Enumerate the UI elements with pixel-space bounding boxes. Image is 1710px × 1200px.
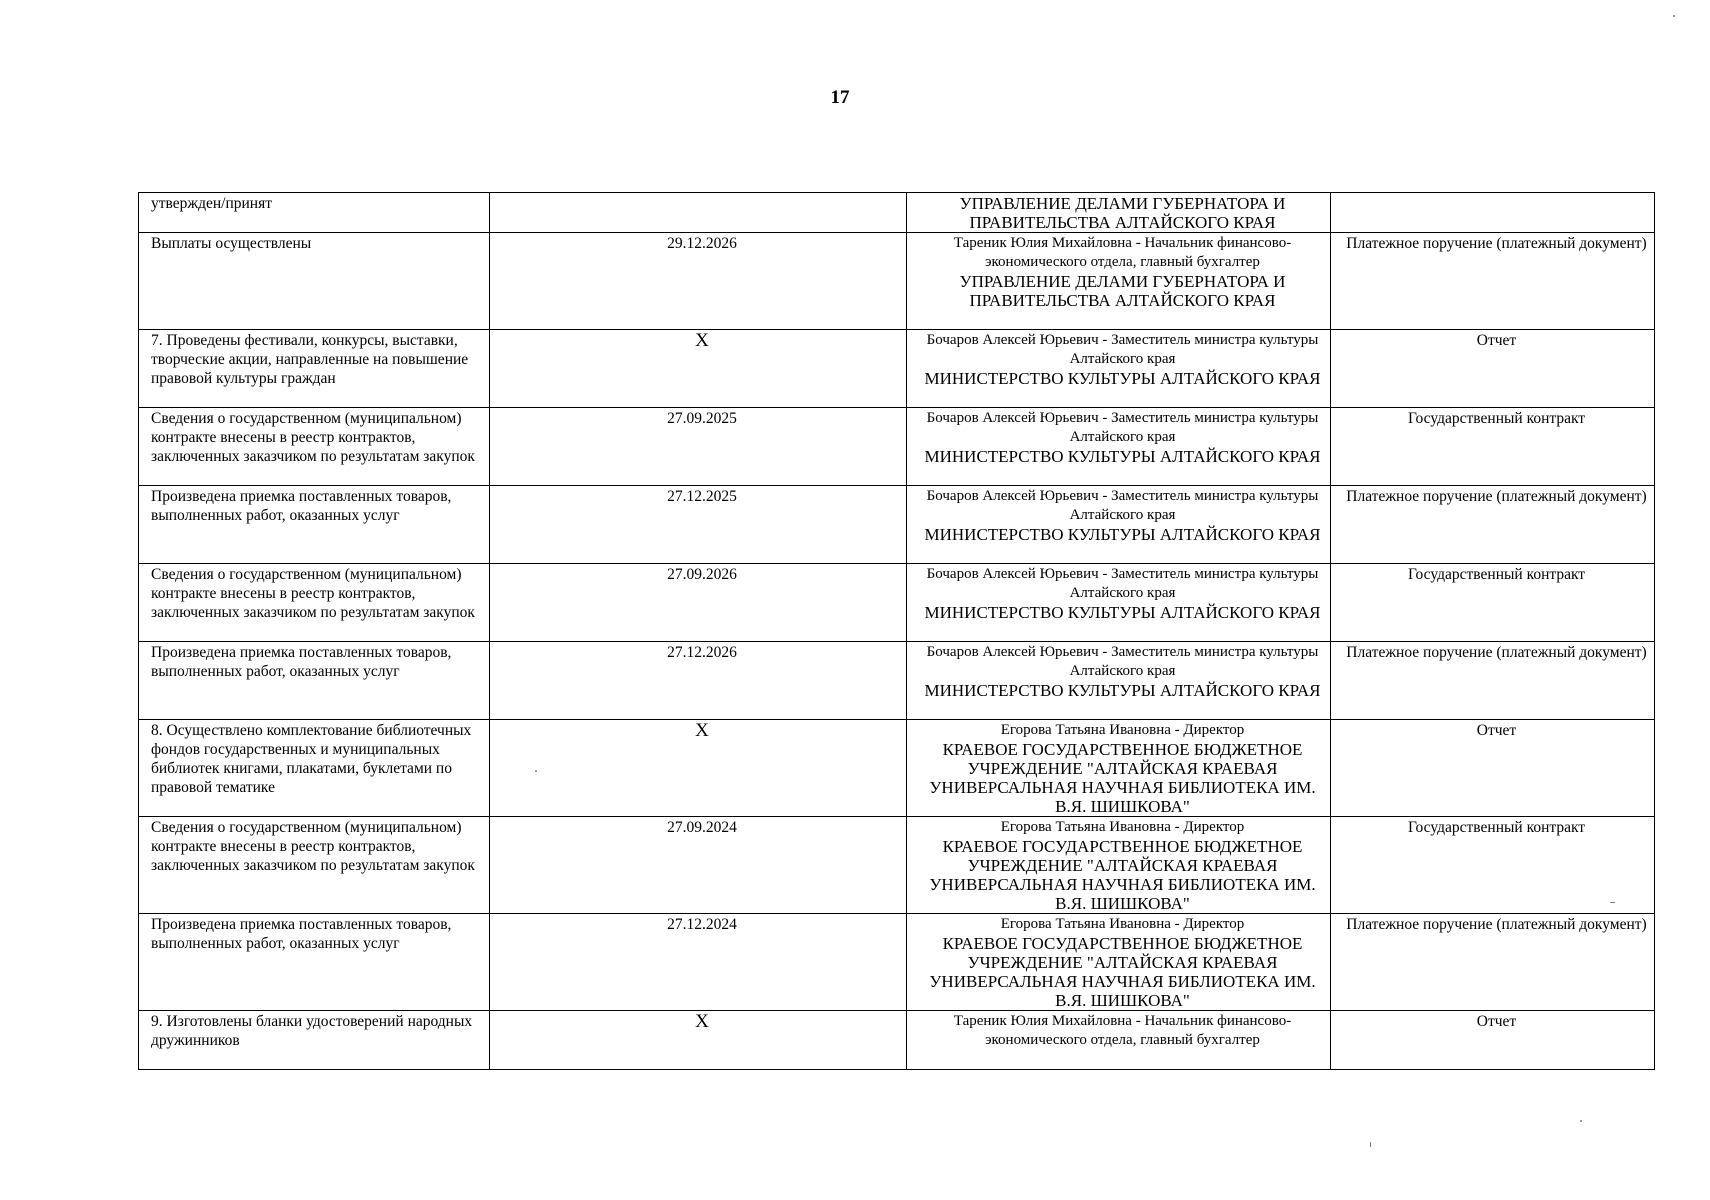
document-cell: Платежное поручение (платежный документ): [1331, 233, 1655, 330]
date-cell: 27.09.2024: [490, 817, 907, 914]
table-row: [139, 486, 1655, 564]
document-cell: Отчет: [1331, 330, 1655, 408]
date-cell: 27.09.2026: [490, 564, 907, 642]
responsible-person: Бочаров Алексей Юрьевич - Заместитель министра культуры Алтайского края: [926, 410, 1319, 445]
table-row: [139, 642, 1655, 720]
scan-speck: [535, 770, 537, 772]
date-cell: X: [490, 1011, 907, 1070]
responsible-organization: МИНИСТЕРСТВО КУЛЬТУРЫ АЛТАЙСКОГО КРАЯ: [924, 525, 1321, 544]
event-cell: Сведения о государственном (муниципальном) контракте внесены в реестр контрактов, заключенных заказчиком по результатам закупок: [139, 564, 490, 642]
table-row: [139, 564, 1655, 642]
event-cell: 8. Осуществлено комплектование библиотечных фондов государственных и муниципальных библиотек книгами, плакатами, буклетами по правовой тематике: [139, 720, 490, 817]
responsible-person: Бочаров Алексей Юрьевич - Заместитель министра культуры Алтайского края: [926, 332, 1319, 367]
document-cell: Государственный контракт: [1331, 564, 1655, 642]
date-cell: [490, 193, 907, 233]
document-cell: Государственный контракт: [1331, 408, 1655, 486]
responsible-person: Бочаров Алексей Юрьевич - Заместитель министра культуры Алтайского края: [926, 644, 1319, 679]
table-row: [139, 193, 1655, 233]
plan-table: [138, 192, 1655, 1070]
responsible-cell: [907, 817, 1331, 914]
responsible-organization: МИНИСТЕРСТВО КУЛЬТУРЫ АЛТАЙСКОГО КРАЯ: [924, 681, 1321, 700]
date-cell: 29.12.2026: [490, 233, 907, 330]
responsible-organization: МИНИСТЕРСТВО КУЛЬТУРЫ АЛТАЙСКОГО КРАЯ: [924, 603, 1321, 622]
event-cell: 9. Изготовлены бланки удостоверений народных дружинников: [139, 1011, 490, 1070]
responsible-cell: [907, 564, 1331, 642]
page-number: 17: [830, 87, 850, 108]
responsible-person: Егорова Татьяна Ивановна - Директор: [1000, 722, 1245, 738]
event-cell: Выплаты осуществлены: [139, 233, 490, 330]
plan-table-body: [139, 193, 1655, 1070]
responsible-cell: [907, 233, 1331, 330]
responsible-cell: [907, 720, 1331, 817]
event-cell: 7. Проведены фестивали, конкурсы, выставки, творческие акции, направленные на повышение правовой культуры граждан: [139, 330, 490, 408]
date-cell: 27.12.2026: [490, 642, 907, 720]
responsible-cell: [907, 642, 1331, 720]
table-row: [139, 914, 1655, 1011]
table-row: [139, 817, 1655, 914]
responsible-cell: [907, 486, 1331, 564]
responsible-organization: КРАЕВОЕ ГОСУДАРСТВЕННОЕ БЮДЖЕТНОЕ УЧРЕЖДЕНИЕ "АЛТАЙСКАЯ КРАЕВАЯ УНИВЕРСАЛЬНАЯ НАУЧНАЯ БИБЛИОТЕКА ИМ. В.Я. ШИШКОВА": [929, 837, 1316, 913]
table-row: [139, 408, 1655, 486]
event-cell: Произведена приемка поставленных товаров, выполненных работ, оказанных услуг: [139, 914, 490, 1011]
responsible-cell: [907, 408, 1331, 486]
date-cell: X: [490, 720, 907, 817]
responsible-person: Бочаров Алексей Юрьевич - Заместитель министра культуры Алтайского края: [926, 566, 1319, 601]
responsible-organization: УПРАВЛЕНИЕ ДЕЛАМИ ГУБЕРНАТОРА И ПРАВИТЕЛЬСТВА АЛТАЙСКОГО КРАЯ: [959, 194, 1286, 232]
responsible-organization: МИНИСТЕРСТВО КУЛЬТУРЫ АЛТАЙСКОГО КРАЯ: [924, 447, 1321, 466]
date-cell: 27.09.2025: [490, 408, 907, 486]
table-row: [139, 720, 1655, 817]
scan-speck: [1673, 15, 1675, 17]
document-cell: Платежное поручение (платежный документ): [1331, 486, 1655, 564]
responsible-cell: [907, 330, 1331, 408]
date-cell: 27.12.2024: [490, 914, 907, 1011]
event-cell: Произведена приемка поставленных товаров, выполненных работ, оказанных услуг: [139, 486, 490, 564]
responsible-cell: [907, 1011, 1331, 1070]
scan-speck: [1580, 1120, 1582, 1122]
document-cell: Отчет: [1331, 1011, 1655, 1070]
document-cell: Отчет: [1331, 720, 1655, 817]
scan-speck: [1370, 1142, 1371, 1147]
responsible-organization: УПРАВЛЕНИЕ ДЕЛАМИ ГУБЕРНАТОРА И ПРАВИТЕЛЬСТВА АЛТАЙСКОГО КРАЯ: [959, 272, 1286, 310]
event-cell: Сведения о государственном (муниципальном) контракте внесены в реестр контрактов, заключенных заказчиком по результатам закупок: [139, 817, 490, 914]
responsible-person: Егорова Татьяна Ивановна - Директор: [1000, 819, 1245, 835]
date-cell: X: [490, 330, 907, 408]
document-cell: Платежное поручение (платежный документ): [1331, 914, 1655, 1011]
responsible-organization: КРАЕВОЕ ГОСУДАРСТВЕННОЕ БЮДЖЕТНОЕ УЧРЕЖДЕНИЕ "АЛТАЙСКАЯ КРАЕВАЯ УНИВЕРСАЛЬНАЯ НАУЧНАЯ БИБЛИОТЕКА ИМ. В.Я. ШИШКОВА": [929, 934, 1316, 1010]
document-cell: Государственный контракт: [1331, 817, 1655, 914]
table-row: [139, 233, 1655, 330]
event-cell: Произведена приемка поставленных товаров, выполненных работ, оказанных услуг: [139, 642, 490, 720]
responsible-cell: [907, 193, 1331, 233]
responsible-person: Егорова Татьяна Ивановна - Директор: [1000, 916, 1245, 932]
event-cell: Сведения о государственном (муниципальном) контракте внесены в реестр контрактов, заключенных заказчиком по результатам закупок: [139, 408, 490, 486]
document-cell: Платежное поручение (платежный документ): [1331, 642, 1655, 720]
responsible-cell: [907, 914, 1331, 1011]
event-cell: утвержден/принят: [139, 193, 490, 233]
document-cell: [1331, 193, 1655, 233]
date-cell: 27.12.2025: [490, 486, 907, 564]
responsible-organization: КРАЕВОЕ ГОСУДАРСТВЕННОЕ БЮДЖЕТНОЕ УЧРЕЖДЕНИЕ "АЛТАЙСКАЯ КРАЕВАЯ УНИВЕРСАЛЬНАЯ НАУЧНАЯ БИБЛИОТЕКА ИМ. В.Я. ШИШКОВА": [929, 740, 1316, 816]
responsible-person: Бочаров Алексей Юрьевич - Заместитель министра культуры Алтайского края: [926, 488, 1319, 523]
responsible-organization: МИНИСТЕРСТВО КУЛЬТУРЫ АЛТАЙСКОГО КРАЯ: [924, 369, 1321, 388]
responsible-person: Тареник Юлия Михайловна - Начальник финансово-экономического отдела, главный бухгалтер: [953, 1013, 1292, 1048]
scan-speck: [1610, 902, 1615, 903]
table-row: [139, 1011, 1655, 1070]
table-row: [139, 330, 1655, 408]
responsible-person: Тареник Юлия Михайловна - Начальник финансово-экономического отдела, главный бухгалтер: [953, 235, 1292, 270]
